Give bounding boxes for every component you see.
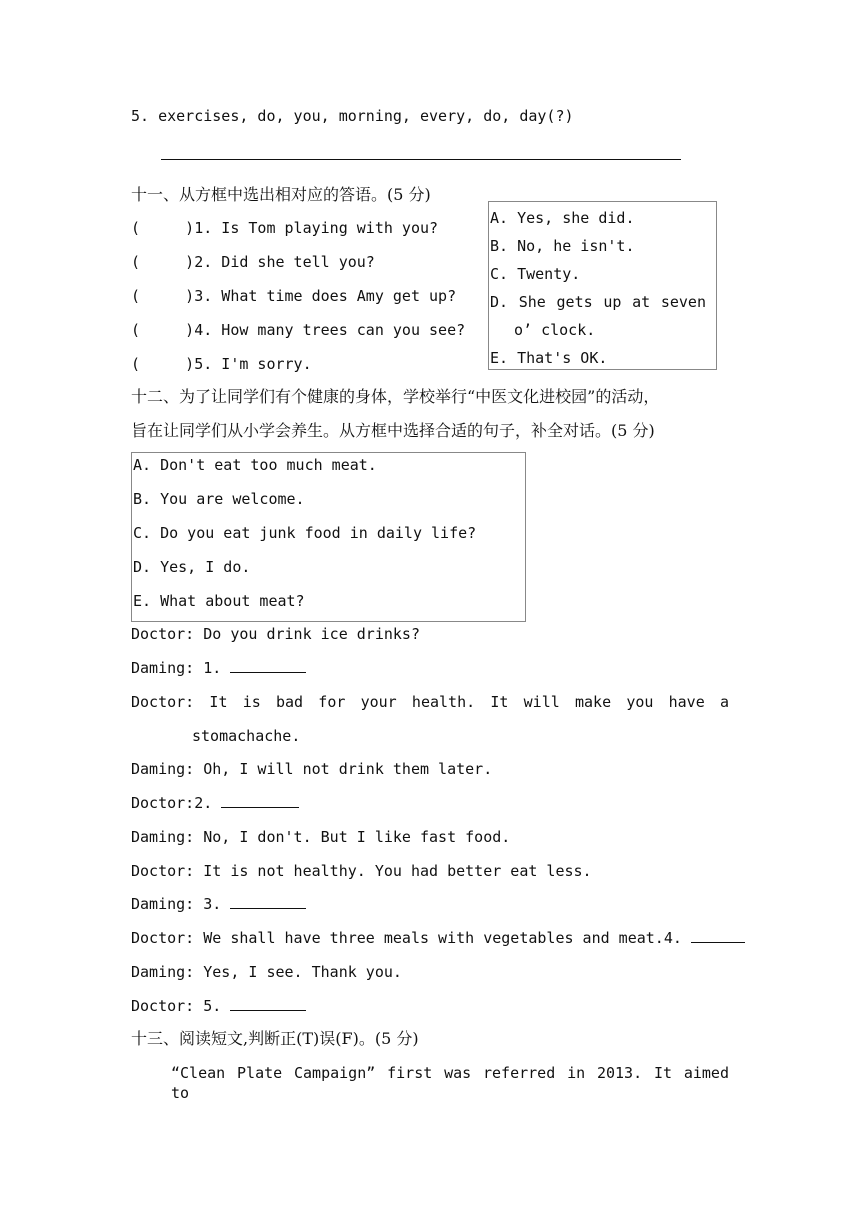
dialogue-line: Daming: Oh, I will not drink them later. [131, 760, 493, 778]
matching-question: ( )4. How many trees can you see? [131, 321, 466, 339]
blank-2 [221, 793, 299, 808]
option-b: B. No, he isn't. [490, 237, 635, 255]
dialogue-line-continued: stomachache. [192, 727, 301, 745]
matching-question: ( )5. I'm sorry. [131, 355, 312, 373]
dialogue-line [131, 928, 745, 948]
option-d: D. She gets up at seven [490, 293, 706, 311]
section-12-heading-continued: 旨在让同学们从小学会养生。从方框中选择合适的句子，补全对话。(5 分) [131, 421, 655, 440]
dialogue-line: Doctor: Do you drink ice drinks? [131, 625, 420, 643]
option-e: E. That's OK. [490, 349, 608, 367]
dialogue-text: Daming: 1. [131, 659, 231, 677]
blank-4 [691, 928, 745, 943]
sentence-option: B. You are welcome. [133, 490, 305, 508]
question-5: 5. exercises, do, you, morning, every, do, day(?) [131, 107, 574, 125]
dialogue-line: Doctor: It is bad for your health. It will make you have a [131, 693, 729, 711]
matching-question: ( )3. What time does Amy get up? [131, 287, 457, 305]
option-c: C. Twenty. [490, 265, 581, 283]
sentence-option: D. Yes, I do. [133, 558, 251, 576]
sentence-option: C. Do you eat junk food in daily life? [133, 524, 477, 542]
blank-3 [230, 894, 306, 909]
option-d-continued: o’ clock. [514, 321, 596, 339]
section-13-heading: 十三、阅读短文,判断正(T)误(F)。(5 分) [131, 1029, 419, 1048]
option-a: A. Yes, she did. [490, 209, 635, 227]
dialogue-line [131, 996, 306, 1016]
dialogue-text: Daming: 3. [131, 895, 231, 913]
matching-question: ( )1. Is Tom playing with you? [131, 219, 439, 237]
reading-paragraph: “Clean Plate Campaign” first was referred in 2013. It aimed to [171, 1064, 729, 1102]
dialogue-line [131, 894, 306, 914]
sentence-option: E. What about meat? [133, 592, 305, 610]
blank-1 [230, 658, 306, 673]
section-11-heading: 十一、从方框中选出相对应的答语。(5 分) [131, 185, 431, 204]
dialogue-line: Doctor: It is not healthy. You had better eat less. [131, 862, 592, 880]
dialogue-text: Doctor: We shall have three meals with vegetables and meat.4. [131, 929, 691, 947]
blank-5 [230, 996, 306, 1011]
sentence-option: A. Don't eat too much meat. [133, 456, 377, 474]
section-12-heading: 十二、为了让同学们有个健康的身体，学校举行“中医文化进校园”的活动， [131, 387, 660, 406]
dialogue-line [131, 658, 306, 678]
answer-line [161, 159, 681, 160]
dialogue-line: Daming: Yes, I see. Thank you. [131, 963, 402, 981]
dialogue-line: Daming: No, I don't. But I like fast food. [131, 828, 511, 846]
matching-question: ( )2. Did she tell you? [131, 253, 375, 271]
dialogue-text: Doctor: 5. [131, 997, 231, 1015]
dialogue-line [131, 793, 299, 813]
dialogue-text: Doctor:2. [131, 794, 222, 812]
